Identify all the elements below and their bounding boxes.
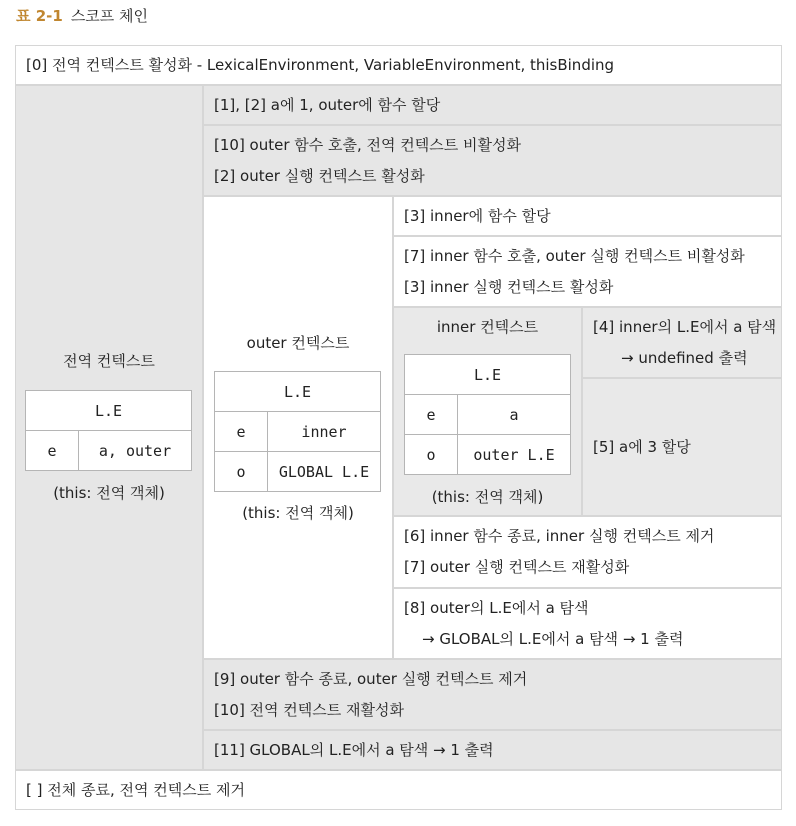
inner-le-value-e: a xyxy=(458,395,571,435)
outer-context-label: outer 컨텍스트 xyxy=(246,334,350,352)
row-assign-a xyxy=(582,378,782,516)
inner-le-value-o: outer L.E xyxy=(458,435,571,475)
row-inner-lookup xyxy=(582,307,782,378)
row-outer-call-text-2: [2] outer 실행 컨텍스트 활성화 xyxy=(214,167,425,185)
outer-le-value-o: GLOBAL L.E xyxy=(268,452,381,492)
row-outer-call xyxy=(203,125,782,196)
outer-le-value-e: inner xyxy=(268,412,381,452)
outer-le-header: L.E xyxy=(215,372,381,412)
global-le-header: L.E xyxy=(26,391,192,431)
row-outer-end-text-2: [10] 전역 컨텍스트 재활성화 xyxy=(214,701,404,719)
inner-context-label: inner 컨텍스트 xyxy=(436,318,539,336)
inner-le-key-o: o xyxy=(405,435,458,475)
row-global-end xyxy=(15,770,782,810)
outer-le-table xyxy=(214,371,381,492)
row-inner-call-text-2: [3] inner 실행 컨텍스트 활성화 xyxy=(404,278,614,296)
row-global-activate-text: [0] 전역 컨텍스트 활성화 - LexicalEnvironment, VariableEnvironment, thisBinding xyxy=(26,56,615,74)
figure-number: 표 2-1 xyxy=(16,7,63,25)
row-assign-inner-text: [3] inner에 함수 할당 xyxy=(404,207,551,225)
outer-le-key-e: e xyxy=(215,412,268,452)
row-outer-lookup xyxy=(393,588,782,659)
figure-title-text: 스코프 체인 xyxy=(70,7,149,25)
row-outer-lookup-text-1: [8] outer의 L.E에서 a 탐색 xyxy=(404,599,589,617)
inner-this-label: (this: 전역 객체) xyxy=(431,488,544,506)
row-assign-inner xyxy=(393,196,782,236)
row-assign-a-text: [5] a에 3 할당 xyxy=(593,437,691,456)
row-inner-call-text-1: [7] inner 함수 호출, outer 실행 컨텍스트 비활성화 xyxy=(404,247,745,265)
row-inner-lookup-text-2: → undefined 출력 xyxy=(621,349,748,367)
row-inner-lookup-text-1: [4] inner의 L.E에서 a 탐색 xyxy=(593,318,777,336)
inner-le-table xyxy=(404,354,571,475)
row-assign-global-text: [1], [2] a에 1, outer에 함수 할당 xyxy=(214,96,441,114)
inner-le-header: L.E xyxy=(405,355,571,395)
row-global-activate xyxy=(15,45,782,85)
row-outer-call-text-1: [10] outer 함수 호출, 전역 컨텍스트 비활성화 xyxy=(214,136,521,154)
row-inner-end xyxy=(393,516,782,588)
global-context-label: 전역 컨텍스트 xyxy=(63,352,155,370)
row-outer-end xyxy=(203,659,782,730)
row-global-end-text: [ ] 전체 종료, 전역 컨텍스트 제거 xyxy=(26,781,245,799)
global-this-label: (this: 전역 객체) xyxy=(53,484,165,502)
row-inner-end-text-1: [6] inner 함수 종료, inner 실행 컨텍스트 제거 xyxy=(404,527,715,545)
global-le-table xyxy=(25,390,192,471)
outer-this-label: (this: 전역 객체) xyxy=(242,504,354,522)
outer-le-key-o: o xyxy=(215,452,268,492)
row-global-lookup xyxy=(203,730,782,770)
row-outer-lookup-text-2: → GLOBAL의 L.E에서 a 탐색 → 1 출력 xyxy=(422,630,684,648)
figure-title xyxy=(16,5,148,26)
global-le-value: a, outer xyxy=(79,431,192,471)
global-le-key: e xyxy=(26,431,79,471)
inner-le-key-e: e xyxy=(405,395,458,435)
row-inner-end-text-2: [7] outer 실행 컨텍스트 재활성화 xyxy=(404,558,630,576)
row-inner-call xyxy=(393,236,782,307)
row-assign-global xyxy=(203,85,782,125)
row-outer-end-text-1: [9] outer 함수 종료, outer 실행 컨텍스트 제거 xyxy=(214,670,528,688)
row-global-lookup-text: [11] GLOBAL의 L.E에서 a 탐색 → 1 출력 xyxy=(214,741,494,759)
